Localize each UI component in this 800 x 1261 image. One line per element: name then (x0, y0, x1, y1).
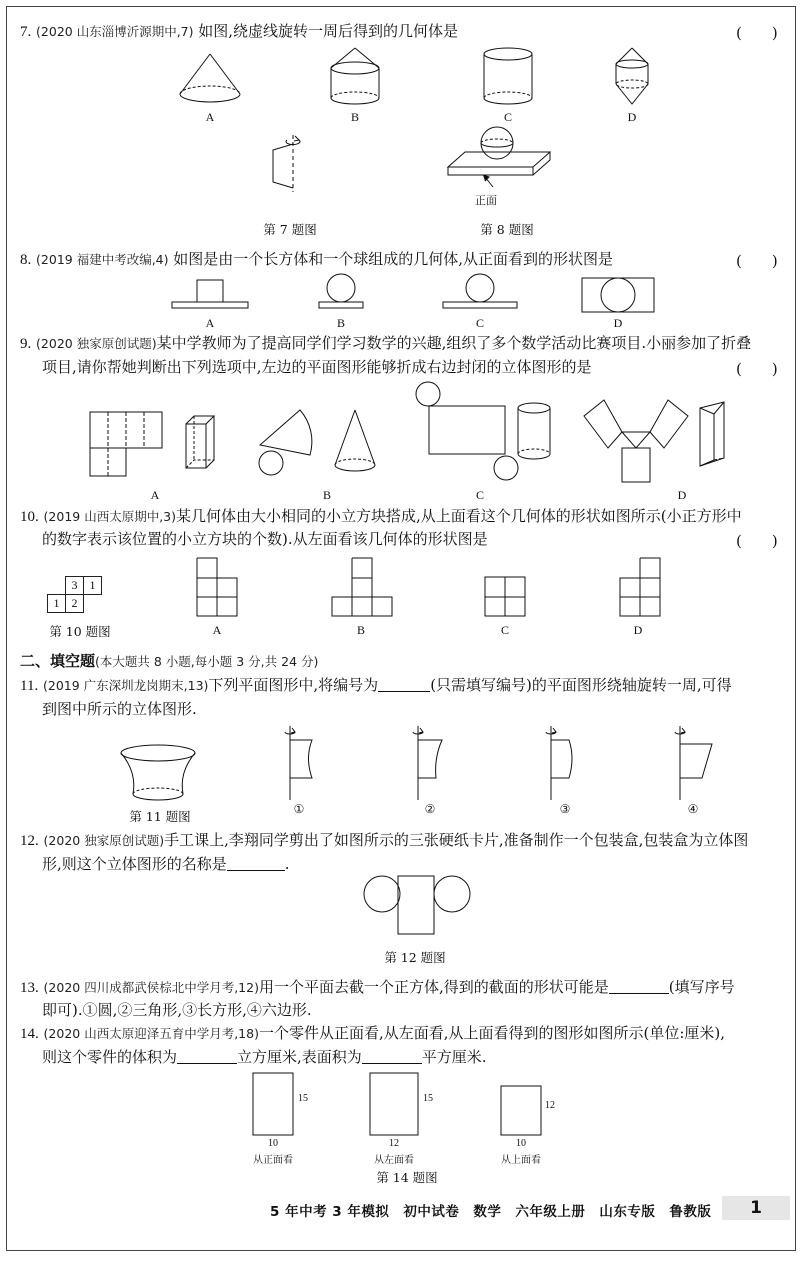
q14-left-width: 12 (389, 1138, 399, 1149)
question-13-line-2: 即可).①圆,②三角形,③长方形,④六边形. (42, 1001, 312, 1019)
q14-caption: 第 14 题图 (376, 1170, 438, 1185)
q9-option-d-figures (582, 398, 742, 486)
q10-option-b (330, 556, 395, 618)
q11-caption: 第 11 题图 (129, 809, 191, 824)
q9-option-d-label: D (677, 488, 687, 502)
q9-option-c-label: C (475, 488, 484, 502)
question-11-line-2: 到图中所示的立体图形. (42, 700, 197, 718)
answer-bracket-10: ( ) (736, 532, 778, 550)
q11-option-3-label: ③ (559, 802, 571, 816)
q7-option-a-label: A (205, 110, 215, 124)
q11-option-1 (282, 722, 322, 802)
q11-option-4-label: ④ (687, 802, 699, 816)
q13-answer-blank[interactable] (609, 979, 669, 994)
q10-option-c-label: C (500, 623, 509, 637)
q9-option-c-figures (412, 380, 562, 485)
q9-option-a-figures (88, 410, 228, 482)
q8-option-d (580, 276, 656, 316)
q7-figure-trapezoid (265, 130, 315, 200)
q8-option-a-label: A (205, 316, 215, 330)
question-7: 7. (2020 山东淄博沂源期中,7) 如图,绕虚线旋转一周后得到的几何体是 (20, 22, 459, 40)
q10-caption: 第 10 题图 (49, 624, 111, 639)
q8-option-a (170, 278, 250, 314)
q14-surface-blank[interactable] (362, 1049, 422, 1064)
q7-option-d-label: D (627, 110, 637, 124)
q7-option-b-label: B (350, 110, 359, 124)
grid-cell: 2 (65, 594, 84, 613)
q8-option-b-label: B (336, 316, 345, 330)
question-8: 8. (2019 福建中考改编,4) 如图是由一个长方体和一个球组成的几何体,从正面看到的形状图是 (20, 250, 614, 268)
q10-option-d (618, 556, 663, 618)
q12-caption: 第 12 题图 (384, 950, 446, 965)
q8-option-b (316, 272, 366, 314)
q7-option-d-double-cone (612, 46, 652, 108)
question-12-line-1: 12. (2020 独家原创试题)手工课上,李翔同学剪出了如图所示的三张硬纸卡片,准备制作一个包装盒,包装盒为立体图 (20, 831, 749, 849)
q11-option-3 (543, 722, 583, 802)
q8-option-c (440, 272, 520, 314)
q11-option-2 (410, 722, 450, 802)
q7-caption: 第 7 题图 (263, 222, 317, 237)
question-11-line-1: 11. (2019 广东深圳龙岗期末,13)下列平面图形中,将编号为 (只需填写编号)的平面图形绕轴旋转一周,可得 (20, 676, 732, 694)
q7-option-c-cylinder (478, 46, 538, 108)
q11-option-4 (672, 722, 718, 802)
q7-option-a-cone (175, 52, 245, 107)
q14-volume-blank[interactable] (177, 1049, 237, 1064)
q14-top-height: 12 (545, 1100, 555, 1111)
question-9-line-2: 项目,请你帮她判断出下列选项中,左边的平面图形能够折成右边封闭的立体图形的是 (42, 358, 592, 376)
question-10-line-1: 10. (2019 山西太原期中,3)某几何体由大小相同的小立方块搭成,从上面看这个几何体的形状如图所示(小正方形中 (20, 507, 742, 525)
q10-option-a (195, 556, 240, 618)
q7-option-b-cone-cylinder (325, 46, 385, 108)
q12-figure-net (362, 872, 472, 936)
q10-option-c (483, 575, 528, 619)
answer-bracket-9: ( ) (736, 360, 778, 378)
q10-option-a-label: A (212, 623, 222, 637)
question-14-line-2: 则这个零件的体积为 立方厘米,表面积为 平方厘米. (42, 1048, 487, 1066)
q14-top-view (500, 1085, 542, 1136)
q14-front-view (252, 1072, 294, 1136)
q14-front-height: 15 (298, 1093, 308, 1104)
q9-option-b-figures (255, 405, 395, 485)
grid-cell: 3 (65, 576, 84, 595)
q14-top-width: 10 (516, 1138, 526, 1149)
question-10-line-2: 的数字表示该位置的小立方块的个数).从左面看该几何体的形状图是 (42, 530, 488, 548)
q9-option-b-label: B (322, 488, 331, 502)
answer-bracket-7: ( ) (736, 24, 778, 42)
section-2-header: 二、填空题(本大题共 8 小题,每小题 3 分,共 24 分) (20, 652, 319, 670)
answer-bracket-8: ( ) (736, 252, 778, 270)
q14-front-width: 10 (268, 1138, 278, 1149)
question-13-line-1: 13. (2020 四川成都武侯棕北中学月考,12)用一个平面去截一个正方体,得到的截面的形状可能是 (填写序号 (20, 978, 735, 996)
q12-answer-blank[interactable] (227, 856, 285, 871)
q14-left-label: 从左面看 (374, 1155, 414, 1166)
grid-cell: 1 (83, 576, 102, 595)
q14-top-label: 从上面看 (501, 1155, 541, 1166)
q11-option-2-label: ② (424, 802, 436, 816)
q10-option-d-label: D (633, 623, 643, 637)
q14-front-label: 从正面看 (253, 1155, 293, 1166)
q14-left-height: 15 (423, 1093, 433, 1104)
question-12-line-2: 形,则这个立体图形的名称是 . (42, 855, 290, 873)
question-14-line-1: 14. (2020 山西太原迎泽五育中学月考,18)一个零件从正面看,从左面看,从上面看得到的图形如图所示(单位:厘米), (20, 1024, 726, 1042)
q10-option-b-label: B (356, 623, 365, 637)
q11-figure-solid (117, 742, 199, 804)
q8-front-label: 正面 (475, 194, 497, 207)
grid-cell: 1 (47, 594, 66, 613)
q7-option-c-label: C (503, 110, 512, 124)
q8-caption: 第 8 题图 (480, 222, 534, 237)
q11-answer-blank[interactable] (378, 677, 430, 692)
question-9-line-1: 9. (2020 独家原创试题)某中学教师为了提高同学们学习数学的兴趣,组织了多个数学活动比赛项目.小丽参加了折叠 (20, 334, 752, 352)
q8-option-c-label: C (475, 316, 484, 330)
page-number: 1 (722, 1196, 790, 1220)
q9-option-a-label: A (150, 488, 160, 502)
q8-option-d-label: D (613, 316, 623, 330)
footer-series-title: 5 年中考 3 年模拟 初中试卷 数学 六年级上册 山东专版 鲁教版 (270, 1204, 712, 1220)
q11-option-1-label: ① (293, 802, 305, 816)
q14-left-view (369, 1072, 419, 1136)
